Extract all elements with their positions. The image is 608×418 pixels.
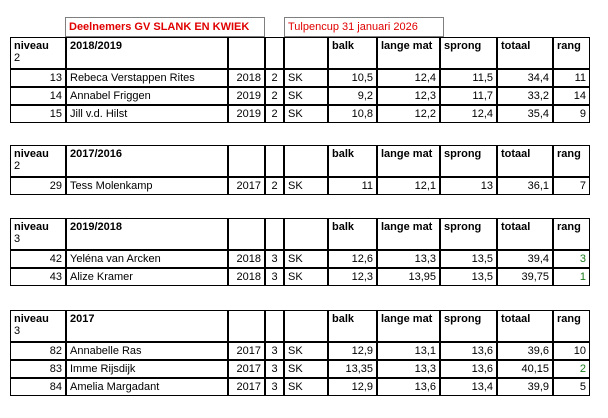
category-header: 2017/2016 [66,145,228,177]
cell-club: SK [284,268,328,286]
cell-year: 2019 [228,87,265,105]
cell-sprong: 11,7 [440,87,497,105]
cell-lange-mat: 12,1 [377,177,440,195]
cell-sprong: 11,5 [440,69,497,87]
cell-totaal: 39,6 [497,342,553,360]
cell-rang: 1 [553,268,590,286]
cell-club: SK [284,342,328,360]
cell-nr: 15 [10,105,66,123]
cell-rang: 3 [553,250,590,268]
niveau-label: niveau [14,148,49,160]
cell-level: 2 [265,69,284,87]
cell-nr: 83 [10,360,66,378]
category-header: 2017 [66,310,228,342]
cell-totaal: 33,2 [497,87,553,105]
column-header-rang: rang [553,310,590,342]
cell-balk: 12,3 [328,268,377,286]
cell-club: SK [284,378,328,396]
blank-header [228,37,265,69]
niveau-value: 2 [14,160,21,172]
cell-name: Yeléna van Arcken [66,250,228,268]
cell-lange-mat: 12,3 [377,87,440,105]
column-header-sprong: sprong [440,310,497,342]
niveau-header [10,145,66,177]
cell-sprong: 12,4 [440,105,497,123]
cell-club: SK [284,177,328,195]
cell-rang: 11 [553,69,590,87]
cell-level: 2 [265,177,284,195]
cell-balk: 13,35 [328,360,377,378]
cell-name: Tess Molenkamp [66,177,228,195]
column-header-rang: rang [553,218,590,250]
cell-lange-mat: 13,1 [377,342,440,360]
cell-totaal: 35,4 [497,105,553,123]
cell-level: 3 [265,360,284,378]
column-header-totaal: totaal [497,310,553,342]
cell-balk: 12,6 [328,250,377,268]
cell-lange-mat: 13,3 [377,250,440,268]
niveau-header [10,218,66,250]
column-header-balk: balk [328,145,377,177]
cell-sprong: 13,6 [440,360,497,378]
cell-sprong: 13,6 [440,342,497,360]
cell-level: 3 [265,250,284,268]
column-header-balk: balk [328,310,377,342]
cell-balk: 12,9 [328,342,377,360]
cell-level: 3 [265,342,284,360]
cell-lange-mat: 13,95 [377,268,440,286]
column-header-sprong: sprong [440,218,497,250]
cell-year: 2018 [228,250,265,268]
column-header-lange-mat: lange mat [377,145,440,177]
cell-name: Jill v.d. Hilst [66,105,228,123]
sheet-title: Deelnemers GV SLANK EN KWIEK [65,17,265,37]
cell-rang: 9 [553,105,590,123]
cell-sprong: 13,5 [440,268,497,286]
cell-lange-mat: 12,4 [377,69,440,87]
blank-header [284,145,328,177]
column-header-balk: balk [328,218,377,250]
blank-header [265,145,284,177]
blank-header [265,37,284,69]
cell-lange-mat: 13,3 [377,360,440,378]
cell-totaal: 39,4 [497,250,553,268]
niveau-value: 2 [14,52,21,64]
niveau-value: 3 [14,233,21,245]
column-header-balk: balk [328,37,377,69]
cell-totaal: 39,9 [497,378,553,396]
cell-totaal: 34,4 [497,69,553,87]
cell-level: 3 [265,268,284,286]
cell-balk: 10,5 [328,69,377,87]
column-header-rang: rang [553,145,590,177]
blank-header [228,218,265,250]
cell-sprong: 13 [440,177,497,195]
cell-rang: 5 [553,378,590,396]
cell-year: 2017 [228,360,265,378]
niveau-label: niveau [14,313,49,325]
cell-balk: 9,2 [328,87,377,105]
cell-nr: 42 [10,250,66,268]
cell-sprong: 13,4 [440,378,497,396]
cell-balk: 11 [328,177,377,195]
cell-totaal: 40,15 [497,360,553,378]
cell-name: Rebeca Verstappen Rites [66,69,228,87]
niveau-header [10,310,66,342]
cell-year: 2017 [228,342,265,360]
blank-header [284,218,328,250]
blank-header [228,310,265,342]
column-header-totaal: totaal [497,37,553,69]
cell-club: SK [284,69,328,87]
cell-balk: 12,9 [328,378,377,396]
cell-year: 2018 [228,268,265,286]
cell-club: SK [284,87,328,105]
cell-lange-mat: 13,6 [377,378,440,396]
cell-sprong: 13,5 [440,250,497,268]
cell-totaal: 39,75 [497,268,553,286]
column-header-sprong: sprong [440,37,497,69]
column-header-totaal: totaal [497,218,553,250]
cell-nr: 84 [10,378,66,396]
blank-header [265,310,284,342]
niveau-header [10,37,66,69]
column-header-totaal: totaal [497,145,553,177]
cell-club: SK [284,105,328,123]
niveau-value: 3 [14,325,21,337]
cell-totaal: 36,1 [497,177,553,195]
column-header-sprong: sprong [440,145,497,177]
cell-lange-mat: 12,2 [377,105,440,123]
cell-level: 2 [265,105,284,123]
blank-header [284,37,328,69]
column-header-lange-mat: lange mat [377,310,440,342]
cell-nr: 82 [10,342,66,360]
niveau-label: niveau [14,40,49,52]
cell-name: Imme Rijsdijk [66,360,228,378]
cell-year: 2017 [228,177,265,195]
cell-nr: 43 [10,268,66,286]
column-header-lange-mat: lange mat [377,37,440,69]
cell-year: 2018 [228,69,265,87]
cell-name: Amelia Margadant [66,378,228,396]
cell-rang: 10 [553,342,590,360]
cell-club: SK [284,360,328,378]
cell-club: SK [284,250,328,268]
cell-nr: 13 [10,69,66,87]
blank-header [284,310,328,342]
cell-balk: 10,8 [328,105,377,123]
niveau-label: niveau [14,221,49,233]
cell-year: 2017 [228,378,265,396]
column-header-lange-mat: lange mat [377,218,440,250]
cell-name: Annabel Friggen [66,87,228,105]
cell-rang: 14 [553,87,590,105]
cell-level: 2 [265,87,284,105]
cell-nr: 29 [10,177,66,195]
cell-rang: 2 [553,360,590,378]
blank-header [228,145,265,177]
cell-level: 3 [265,378,284,396]
event-title: Tulpencup 31 januari 2026 [284,17,444,37]
cell-rang: 7 [553,177,590,195]
category-header: 2018/2019 [66,37,228,69]
category-header: 2019/2018 [66,218,228,250]
column-header-rang: rang [553,37,590,69]
blank-header [265,218,284,250]
cell-name: Annabelle Ras [66,342,228,360]
cell-name: Alize Kramer [66,268,228,286]
cell-year: 2019 [228,105,265,123]
cell-nr: 14 [10,87,66,105]
